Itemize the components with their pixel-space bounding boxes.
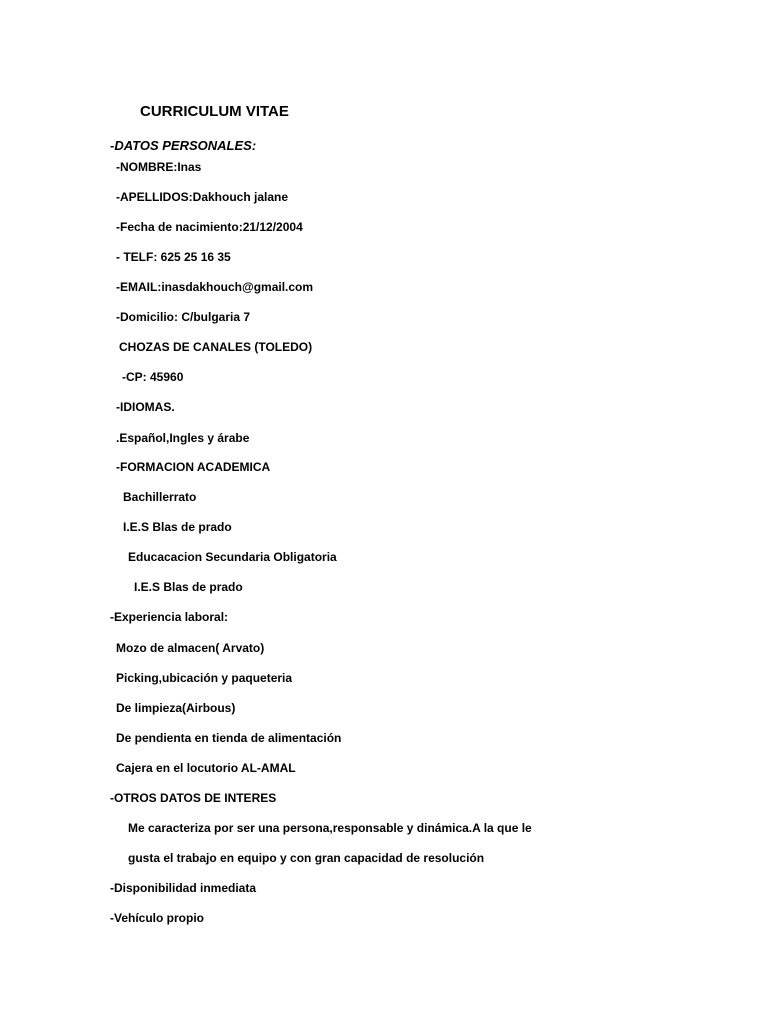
section-otros-datos: -OTROS DATOS DE INTERES bbox=[110, 791, 277, 805]
section-formacion: -FORMACION ACADEMICA bbox=[116, 460, 271, 474]
experiencia-item: De limpieza(Airbous) bbox=[116, 701, 236, 715]
field-cp: -CP: 45960 bbox=[122, 370, 184, 384]
otros-linea-1: Me caracteriza por ser una persona,responsable y dinámica.A la que le bbox=[128, 821, 532, 835]
experiencia-item: De pendienta en tienda de alimentación bbox=[116, 731, 342, 745]
field-fecha-nacimiento: -Fecha de nacimiento:21/12/2004 bbox=[116, 220, 303, 234]
field-vehiculo: -Vehículo propio bbox=[110, 911, 205, 925]
section-idiomas: -IDIOMAS. bbox=[116, 400, 175, 414]
formacion-1-titulo: Bachillerrato bbox=[123, 490, 197, 504]
experiencia-item: Mozo de almacen( Arvato) bbox=[116, 641, 265, 655]
field-disponibilidad: -Disponibilidad inmediata bbox=[110, 881, 257, 895]
field-localidad: CHOZAS DE CANALES (TOLEDO) bbox=[119, 340, 313, 354]
field-domicilio: -Domicilio: C/bulgaria 7 bbox=[116, 310, 251, 324]
otros-linea-2: gusta el trabajo en equipo y con gran capacidad de resolución bbox=[128, 851, 485, 865]
cv-title: CURRICULUM VITAE bbox=[140, 103, 289, 120]
field-idiomas: .Español,Ingles y árabe bbox=[116, 431, 250, 445]
field-email: -EMAIL:inasdakhouch@gmail.com bbox=[116, 280, 314, 294]
formacion-2-centro: I.E.S Blas de prado bbox=[134, 580, 243, 594]
field-nombre: -NOMBRE:Inas bbox=[116, 160, 202, 174]
formacion-1-centro: I.E.S Blas de prado bbox=[123, 520, 232, 534]
field-apellidos: -APELLIDOS:Dakhouch jalane bbox=[116, 190, 289, 204]
section-datos-personales: -DATOS PERSONALES: bbox=[110, 138, 257, 153]
experiencia-item: Cajera en el locutorio AL-AMAL bbox=[116, 761, 296, 775]
formacion-2-titulo: Educacacion Secundaria Obligatoria bbox=[128, 550, 337, 564]
experiencia-item: Picking,ubicación y paqueteria bbox=[116, 671, 293, 685]
field-telefono: - TELF: 625 25 16 35 bbox=[116, 250, 231, 264]
section-experiencia: -Experiencia laboral: bbox=[110, 610, 229, 624]
